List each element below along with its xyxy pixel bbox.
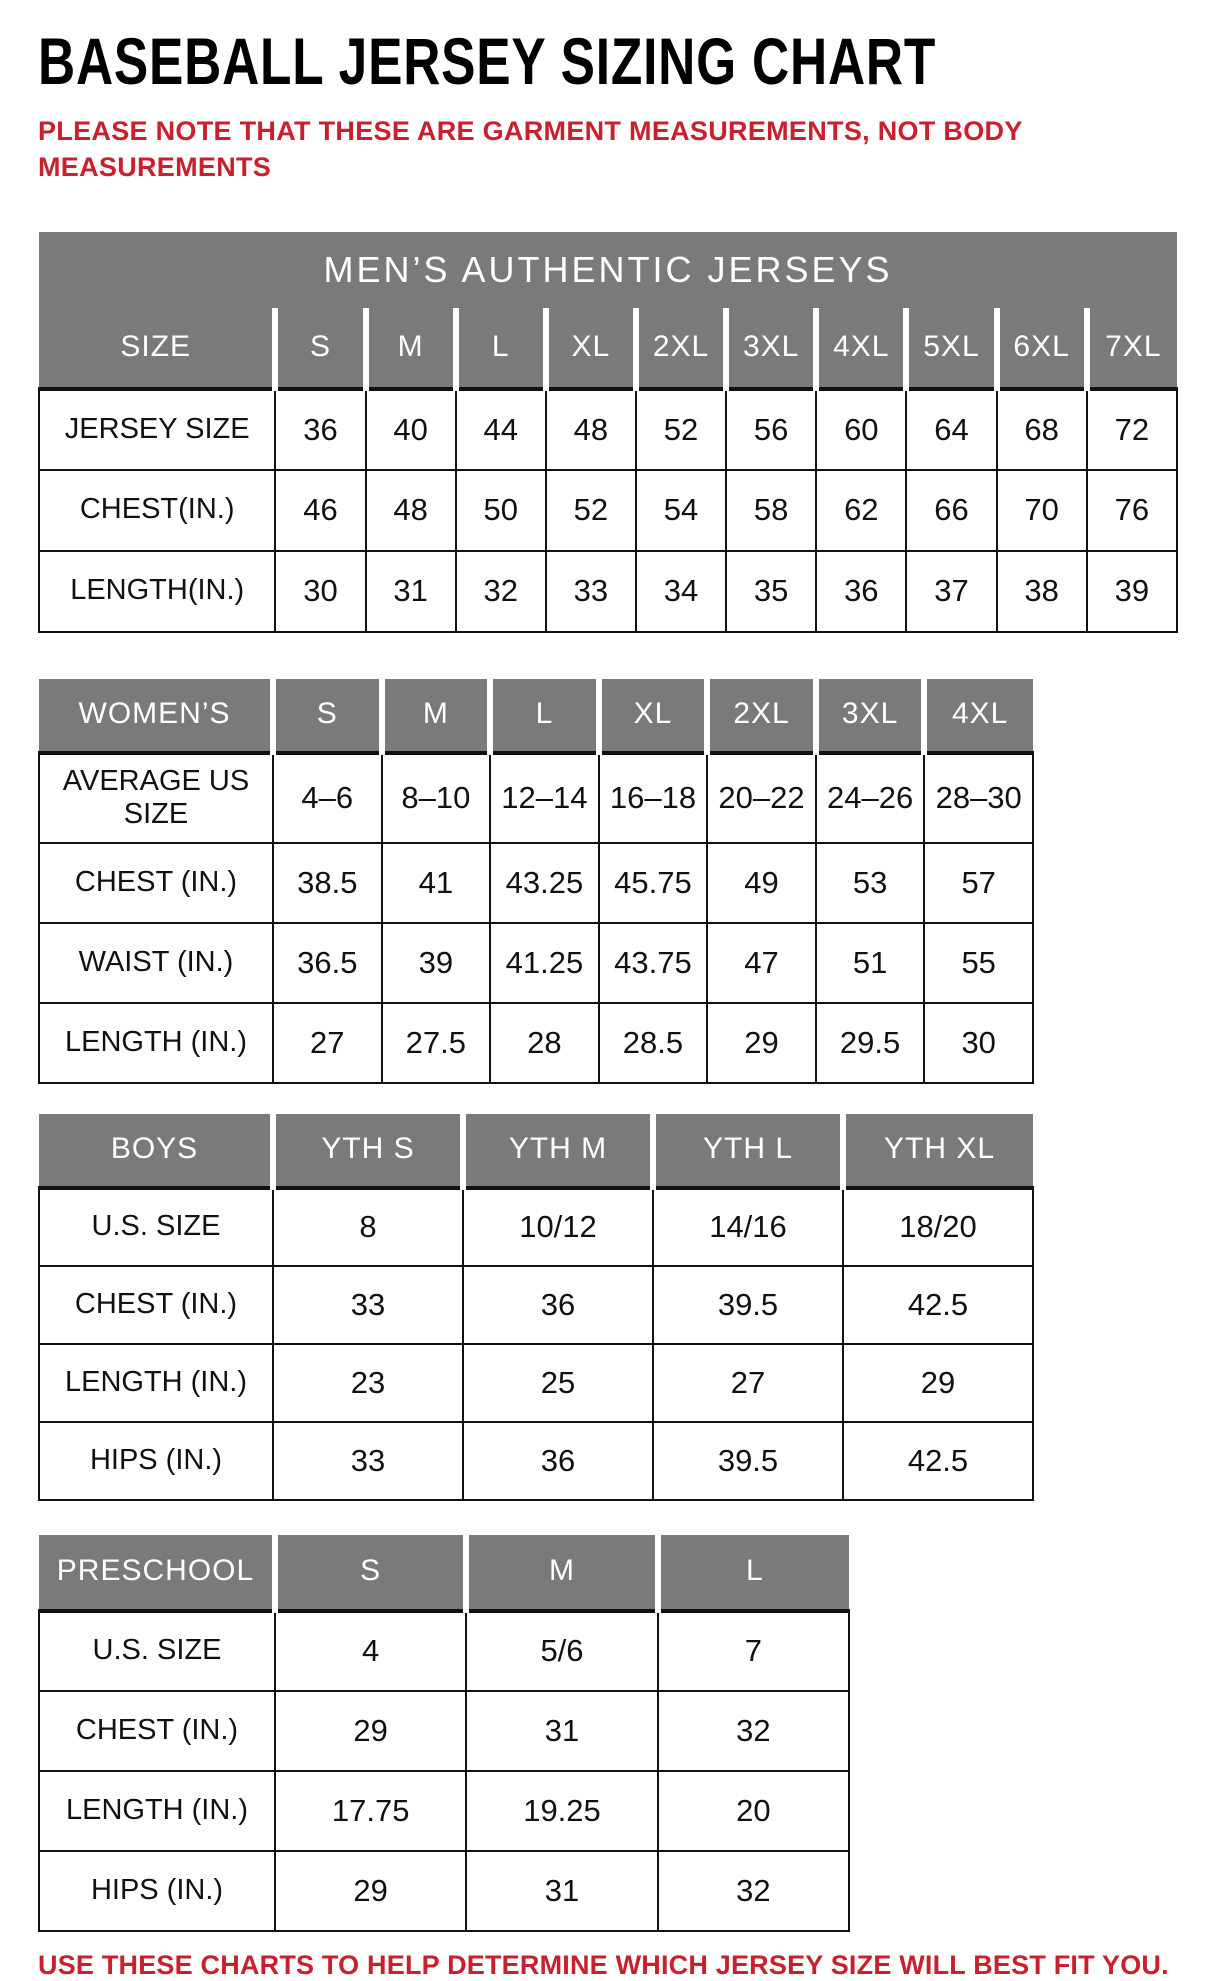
- womens-value-cell: 43.25: [490, 843, 599, 923]
- womens-column-header: 3XL: [816, 679, 925, 753]
- mens-value-cell: 36: [816, 551, 906, 632]
- mens-value-cell: 33: [546, 551, 636, 632]
- sizing-table-womens: [38, 679, 1034, 1084]
- preschool-row-label: U.S. SIZE: [39, 1611, 275, 1691]
- womens-row-label: WAIST (IN.): [39, 923, 273, 1003]
- mens-value-cell: 56: [726, 389, 816, 470]
- boys-column-header: YTH L: [653, 1114, 843, 1188]
- mens-value-cell: 70: [997, 470, 1087, 551]
- womens-column-header: XL: [599, 679, 708, 753]
- preschool-value-cell: 17.75: [275, 1771, 466, 1851]
- preschool-value-cell: 31: [466, 1851, 657, 1931]
- womens-column-header: WOMEN’S: [39, 679, 273, 753]
- preschool-row-label: LENGTH (IN.): [39, 1771, 275, 1851]
- mens-value-cell: 36: [275, 389, 365, 470]
- mens-column-header: 2XL: [636, 308, 726, 389]
- mens-column-header: 6XL: [997, 308, 1087, 389]
- preschool-value-cell: 29: [275, 1851, 466, 1931]
- boys-column-header: YTH XL: [843, 1114, 1033, 1188]
- note-line-2: MEASUREMENTS: [38, 152, 272, 183]
- mens-value-cell: 48: [366, 470, 456, 551]
- mens-column-header: 3XL: [726, 308, 816, 389]
- mens-column-header: 4XL: [816, 308, 906, 389]
- mens-value-cell: 32: [456, 551, 546, 632]
- womens-value-cell: 16–18: [599, 753, 708, 843]
- womens-value-cell: 57: [924, 843, 1033, 923]
- womens-column-header: L: [490, 679, 599, 753]
- womens-column-header: 2XL: [707, 679, 816, 753]
- mens-row-label: LENGTH(IN.): [39, 551, 275, 632]
- note-line-1: PLEASE NOTE THAT THESE ARE GARMENT MEASUREMENTS, NOT BODY: [38, 115, 1023, 146]
- page-title: BASEBALL JERSEY SIZING CHART: [38, 24, 937, 98]
- mens-value-cell: 31: [366, 551, 456, 632]
- sizing-tables-container: [38, 232, 1220, 1932]
- mens-value-cell: 76: [1087, 470, 1177, 551]
- womens-value-cell: 41: [382, 843, 491, 923]
- womens-value-cell: 49: [707, 843, 816, 923]
- boys-value-cell: 33: [273, 1422, 463, 1500]
- preschool-column-header: L: [658, 1535, 849, 1611]
- womens-value-cell: 43.75: [599, 923, 708, 1003]
- womens-value-cell: 4–6: [273, 753, 382, 843]
- preschool-column-header: M: [466, 1535, 657, 1611]
- boys-value-cell: 42.5: [843, 1266, 1033, 1344]
- boys-value-cell: 23: [273, 1344, 463, 1422]
- mens-value-cell: 52: [546, 470, 636, 551]
- boys-value-cell: 8: [273, 1188, 463, 1266]
- mens-value-cell: 34: [636, 551, 726, 632]
- womens-value-cell: 41.25: [490, 923, 599, 1003]
- preschool-value-cell: 19.25: [466, 1771, 657, 1851]
- womens-value-cell: 47: [707, 923, 816, 1003]
- womens-value-cell: 51: [816, 923, 925, 1003]
- womens-value-cell: 27: [273, 1003, 382, 1083]
- womens-value-cell: 29: [707, 1003, 816, 1083]
- preschool-value-cell: 32: [658, 1851, 849, 1931]
- mens-value-cell: 46: [275, 470, 365, 551]
- boys-value-cell: 25: [463, 1344, 653, 1422]
- mens-banner-title: MEN’S AUTHENTIC JERSEYS: [39, 232, 1177, 308]
- preschool-value-cell: 31: [466, 1691, 657, 1771]
- womens-value-cell: 24–26: [816, 753, 925, 843]
- mens-value-cell: 39: [1087, 551, 1177, 632]
- womens-row-label: LENGTH (IN.): [39, 1003, 273, 1083]
- mens-value-cell: 35: [726, 551, 816, 632]
- preschool-column-header: PRESCHOOL: [39, 1535, 275, 1611]
- mens-value-cell: 62: [816, 470, 906, 551]
- mens-value-cell: 40: [366, 389, 456, 470]
- mens-value-cell: 44: [456, 389, 546, 470]
- mens-column-header: 5XL: [906, 308, 996, 389]
- womens-value-cell: 27.5: [382, 1003, 491, 1083]
- boys-row-label: CHEST (IN.): [39, 1266, 273, 1344]
- boys-value-cell: 39.5: [653, 1422, 843, 1500]
- mens-value-cell: 60: [816, 389, 906, 470]
- womens-value-cell: 45.75: [599, 843, 708, 923]
- womens-row-label: CHEST (IN.): [39, 843, 273, 923]
- preschool-row-label: CHEST (IN.): [39, 1691, 275, 1771]
- mens-row-label: CHEST(IN.): [39, 470, 275, 551]
- preschool-value-cell: 7: [658, 1611, 849, 1691]
- preschool-value-cell: 5/6: [466, 1611, 657, 1691]
- garment-measurement-note: [38, 113, 1220, 186]
- mens-column-header: M: [366, 308, 456, 389]
- womens-column-header: 4XL: [924, 679, 1033, 753]
- boys-value-cell: 29: [843, 1344, 1033, 1422]
- preschool-row-label: HIPS (IN.): [39, 1851, 275, 1931]
- preschool-value-cell: 29: [275, 1691, 466, 1771]
- mens-column-header: SIZE: [39, 308, 275, 389]
- womens-value-cell: 38.5: [273, 843, 382, 923]
- womens-value-cell: 28: [490, 1003, 599, 1083]
- mens-column-header: S: [275, 308, 365, 389]
- womens-value-cell: 53: [816, 843, 925, 923]
- womens-column-header: M: [382, 679, 491, 753]
- mens-value-cell: 66: [906, 470, 996, 551]
- mens-value-cell: 50: [456, 470, 546, 551]
- womens-row-label: AVERAGE US SIZE: [39, 753, 273, 843]
- mens-value-cell: 68: [997, 389, 1087, 470]
- boys-column-header: YTH M: [463, 1114, 653, 1188]
- boys-value-cell: 14/16: [653, 1188, 843, 1266]
- boys-value-cell: 27: [653, 1344, 843, 1422]
- boys-row-label: HIPS (IN.): [39, 1422, 273, 1500]
- preschool-value-cell: 32: [658, 1691, 849, 1771]
- mens-value-cell: 48: [546, 389, 636, 470]
- womens-value-cell: 20–22: [707, 753, 816, 843]
- mens-column-header: L: [456, 308, 546, 389]
- boys-value-cell: 36: [463, 1266, 653, 1344]
- boys-row-label: LENGTH (IN.): [39, 1344, 273, 1422]
- womens-value-cell: 30: [924, 1003, 1033, 1083]
- mens-value-cell: 30: [275, 551, 365, 632]
- mens-value-cell: 37: [906, 551, 996, 632]
- preschool-column-header: S: [275, 1535, 466, 1611]
- mens-column-header: XL: [546, 308, 636, 389]
- mens-value-cell: 72: [1087, 389, 1177, 470]
- boys-column-header: BOYS: [39, 1114, 273, 1188]
- womens-value-cell: 12–14: [490, 753, 599, 843]
- sizing-table-boys: [38, 1114, 1034, 1501]
- boys-value-cell: 39.5: [653, 1266, 843, 1344]
- preschool-value-cell: 4: [275, 1611, 466, 1691]
- boys-value-cell: 42.5: [843, 1422, 1033, 1500]
- womens-value-cell: 55: [924, 923, 1033, 1003]
- sizing-table-mens: [38, 232, 1178, 633]
- boys-value-cell: 18/20: [843, 1188, 1033, 1266]
- mens-value-cell: 38: [997, 551, 1087, 632]
- womens-value-cell: 39: [382, 923, 491, 1003]
- boys-value-cell: 10/12: [463, 1188, 653, 1266]
- mens-value-cell: 54: [636, 470, 726, 551]
- mens-value-cell: 64: [906, 389, 996, 470]
- boys-column-header: YTH S: [273, 1114, 463, 1188]
- boys-value-cell: 33: [273, 1266, 463, 1344]
- womens-value-cell: 28.5: [599, 1003, 708, 1083]
- womens-value-cell: 29.5: [816, 1003, 925, 1083]
- mens-column-header: 7XL: [1087, 308, 1177, 389]
- mens-value-cell: 58: [726, 470, 816, 551]
- womens-value-cell: 36.5: [273, 923, 382, 1003]
- boys-row-label: U.S. SIZE: [39, 1188, 273, 1266]
- womens-value-cell: 8–10: [382, 753, 491, 843]
- mens-row-label: JERSEY SIZE: [39, 389, 275, 470]
- preschool-value-cell: 20: [658, 1771, 849, 1851]
- mens-value-cell: 52: [636, 389, 726, 470]
- womens-value-cell: 28–30: [924, 753, 1033, 843]
- womens-column-header: S: [273, 679, 382, 753]
- footer-note: USE THESE CHARTS TO HELP DETERMINE WHICH JERSEY SIZE WILL BEST FIT YOU.: [38, 1949, 1169, 1980]
- boys-value-cell: 36: [463, 1422, 653, 1500]
- sizing-table-preschool: [38, 1535, 850, 1932]
